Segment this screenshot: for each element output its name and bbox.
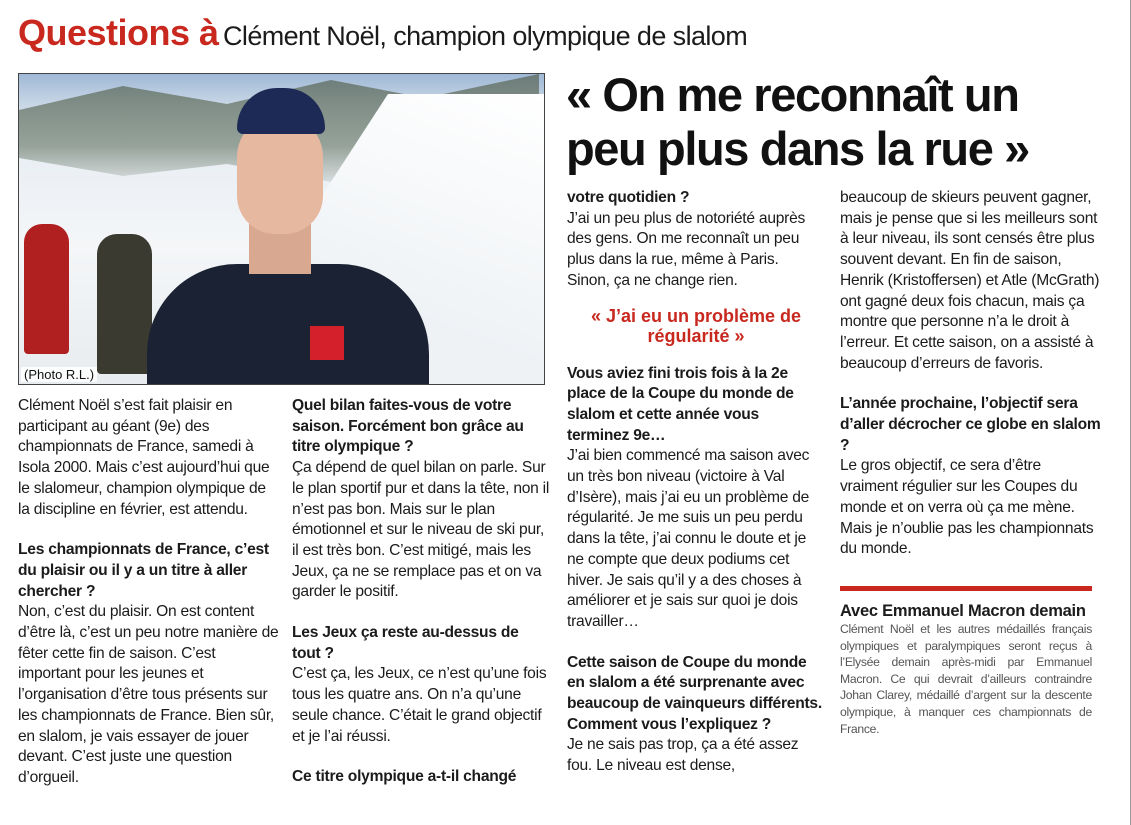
column-2	[292, 396, 550, 788]
question: Les Jeux ça reste au-dessus de tout ?	[292, 624, 519, 662]
sidebar-box-text: Clément Noël et les autres médaillés français olympiques et paralympiques seront reçus à l’Elysée demain après-midi par Emmanuel Macron. Ce qui devrait d’ailleurs contraindre Johan Clarey, médaillé d’argent sur la descente olympique, à manquer ces championnats de France.	[840, 621, 1092, 736]
kicker-label: Questions à	[18, 12, 219, 53]
question: Cette saison de Coupe du monde en slalom a été surprenante avec beaucoup de vainqueurs différents. Comment vous l’expliquez ?	[567, 653, 822, 733]
answer: Je ne sais pas trop, ça a été assez fou. Le niveau est dense,	[567, 736, 799, 775]
column-4	[840, 188, 1102, 737]
question: L’année prochaine, l’objectif sera d’aller décrocher ce globe en slalom ?	[840, 395, 1101, 454]
question: Ce titre olympique a-t-il changé	[292, 768, 517, 786]
question: Quel bilan faites-vous de votre saison. Forcément bon grâce au titre olympique ?	[292, 397, 524, 456]
article-kicker	[18, 12, 747, 54]
photo-caption: (Photo R.L.)	[21, 367, 97, 382]
box-divider	[840, 586, 1092, 591]
column-1	[18, 396, 280, 789]
article-photo	[18, 73, 545, 385]
sidebar-box-title: Avec Emmanuel Macron demain	[840, 601, 1086, 620]
pull-quote: « J’ai eu un problème de régularité »	[590, 305, 802, 346]
answer-continued: beaucoup de skieurs peuvent gagner, mais je pense que si les meilleurs sont à leur niveau, ils sont censés être plus souvent devant. En fin de saison, Henrik (Kristoffersen) et Atle (McGrath) ont gagné deux fois chacun, mais ça montre que personne n’a le droit à l’erreur. Et cette saison, on a assisté à beaucoup d’erreurs de favoris.	[840, 189, 1100, 372]
kicker-subject: Clément Noël, champion olympique de slalom	[223, 21, 748, 51]
answer: Non, c’est du plaisir. On est content d’être là, c’est un peu notre manière de fêter cette fin de saison. C’est important pour les jeunes et l’organisation d’être tous présents sur les championnats de France. Bien sûr, en slalom, je vais essayer de jouer devant. C’est juste une question d’orgueil.	[18, 603, 279, 786]
answer: C’est ça, les Jeux, ce n’est qu’une fois tous les quatre ans. On n’a qu’une seule chance. C’était le grand objectif et je l’ai réussi.	[292, 665, 547, 745]
column-3	[567, 188, 825, 777]
question-continued: votre quotidien ?	[567, 189, 690, 206]
photo-background-skier	[24, 224, 69, 354]
question: Vous aviez fini trois fois à la 2e place de la Coupe du monde de slalom et cette année vous terminez 9e…	[567, 364, 794, 444]
headline: « On me reconnaît un peu plus dans la rue »	[566, 68, 1029, 175]
photo-sponsor-logo	[310, 326, 344, 360]
question: Les championnats de France, c’est du plaisir ou il y a un titre à aller chercher ?	[18, 541, 269, 600]
photo-background-skier	[97, 234, 152, 374]
photo-athlete-jacket	[147, 264, 429, 385]
intro-paragraph: Clément Noël s’est fait plaisir en participant au géant (9e) des championnats de France, samedi à Isola 2000. Mais c’est aujourd’hui que le slalomeur, champion olympique de la discipline en février, est attendu.	[18, 397, 270, 518]
answer: Le gros objectif, ce sera d’être vraiment régulier sur les Coupes du monde et on verra où ça me mène. Mais je n’oublie pas les championnats du monde.	[840, 457, 1094, 558]
answer: J’ai bien commencé ma saison avec un très bon niveau (victoire à Val d’Isère), mais j’ai eu un problème de régularité. Je me suis un peu perdu dans la tête, j’ai connu le doute et je ne compte que deux podiums cet hiver. Je sais qu’il y a des choses à améliorer et je sais sur quoi je dois travailler…	[567, 447, 810, 630]
answer: J’ai un peu plus de notoriété auprès des gens. On me reconnaît un peu plus dans la rue, même à Paris. Sinon, ça ne change rien.	[567, 209, 806, 289]
answer: Ça dépend de quel bilan on parle. Sur le plan sportif pur et dans la tête, non il n’est pas bon. Mais sur le plan émotionnel et sur le niveau de ski pur, il est très bon. C’est mitigé, mais les Jeux, ça ne se remplace pas et on va garder le positif.	[292, 459, 550, 601]
